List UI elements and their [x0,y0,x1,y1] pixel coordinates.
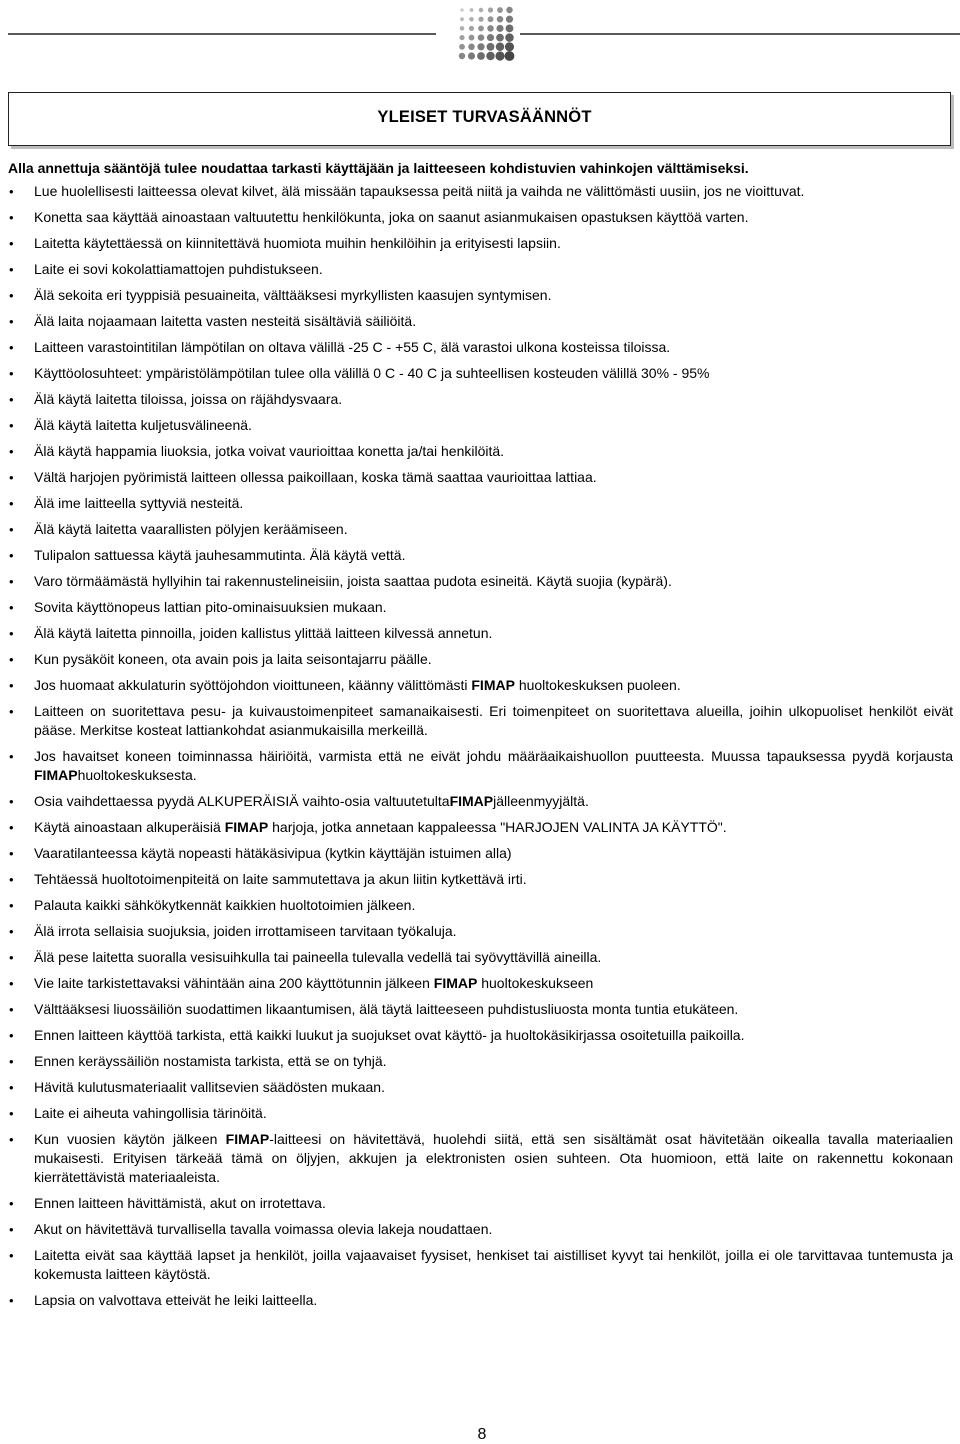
logo-dot [506,7,513,14]
logo-dot [478,17,483,22]
brand-name: FIMAP [224,819,269,835]
list-item [8,1194,953,1213]
rule-text: Älä käytä laitetta tiloissa, joissa on räjähdysvaara. [34,391,343,407]
list-item [8,702,953,740]
rule-text: huoltokeskuksesta. [77,767,197,783]
rule-text: huoltokeskukseen [477,975,594,991]
rule-text: Älä käytä happamia liuoksia, jotka voivat vaurioittaa konetta ja/tai henkilöitä. [34,443,505,459]
list-item [8,598,953,617]
list-item [8,974,953,993]
list-item [8,442,953,461]
rule-text: Älä laita nojaamaan laitetta vasten nesteitä sisältäviä säiliöitä. [34,313,417,329]
list-item [8,870,953,889]
list-item [8,260,953,279]
bullet-icon: • [9,626,14,641]
bullet-icon: • [9,794,14,809]
rule-text: Laitetta eivät saa käyttää lapset ja henkilöt, joilla vajaavaiset fyysiset, henkiset tai aistilliset kyvyt tai henkilöt, joilla ei ole tarvittavaa tuntemusta ja kokemusta laitteen käytöstä. [34,1247,953,1282]
logo-dot [477,52,485,60]
dotted-grid-logo-icon [456,5,516,61]
rule-text: jälleenmyyjältä. [493,793,589,809]
logo-dot [495,51,504,60]
list-item [8,416,953,435]
bullet-icon: • [9,749,14,764]
list-item [8,792,953,811]
bullet-icon: • [9,262,14,277]
logo-dot [506,24,514,32]
rule-text: Älä käytä laitetta kuljetusvälineenä. [34,417,252,433]
list-item [8,650,953,669]
rule-text: Konetta saa käyttää ainoastaan valtuutettu henkilökunta, joka on saanut asianmukaisen opastuksen käyttöä varten. [34,209,749,225]
rule-text: -laitteesi on hävitettävä, huolehdi siitä, että sen sisältämät osat hävitetään oikealla tavalla materiaalien mukaisesti. Erityisen tärkeää tämä on öljyjen, akkujen ja elektronisten osien suhteen. Ota huomioon, että laite on rakennettu kokonaan kierrätettävistä materiaaleista. [34,1131,954,1185]
rule-text: Varo törmäämästä hyllyihin tai rakennustelineisiin, joista saattaa pudota esineitä. Käytä suojia (kypärä). [34,573,672,589]
brand-name: FIMAP [225,1131,270,1147]
bullet-icon: • [9,522,14,537]
bullet-icon: • [9,1248,14,1263]
logo-dot [505,33,513,41]
list-item [8,1026,953,1045]
rule-text: Lue huolellisesti laitteessa olevat kilvet, älä missään tapauksessa peitä niitä ja vaihda ne välittömästi uusiin, jos ne vioittuvat. [34,183,805,199]
list-item [8,1130,953,1187]
rule-text: Kun pysäköit koneen, ota avain pois ja laita seisontajarru päälle. [34,651,432,667]
logo-dot [505,42,514,51]
logo-dot [459,53,466,60]
logo-dot [505,51,515,61]
bullet-icon: • [9,1080,14,1095]
list-item [8,624,953,643]
logo-dot [460,26,465,31]
bullet-icon: • [9,1196,14,1211]
logo-dot [488,16,494,22]
rule-text: Akut on hävitettävä turvallisella tavalla voimassa olevia lakeja noudattaen. [34,1221,493,1237]
rule-text: Laite ei aiheuta vahingollisia tärinöitä. [34,1105,267,1121]
rule-text: Älä ime laitteella syttyviä nesteitä. [34,495,244,511]
list-item [8,520,953,539]
bullet-icon: • [9,340,14,355]
bullet-icon: • [9,1106,14,1121]
bullet-icon: • [9,600,14,615]
rule-text: Hävitä kulutusmateriaalit vallitsevien säädösten mukaan. [34,1079,385,1095]
logo-dot [470,8,474,12]
list-item [8,364,953,383]
rule-text: Vaaratilanteessa käytä nopeasti hätäkäsivipua (kytkin käyttäjän istuimen alla) [34,845,512,861]
rule-text: Ennen keräyssäiliön nostamista tarkista, että se on tyhjä. [34,1053,387,1069]
rule-text: Vie laite tarkistettavaksi vähintään aina 200 käyttötunnin jälkeen [34,975,434,991]
bullet-icon: • [9,872,14,887]
logo-dot [459,35,464,40]
logo-dot [469,35,475,41]
logo-dot [487,25,494,32]
bullet-icon: • [9,846,14,861]
bullet-icon: • [9,1054,14,1069]
logo-dot [497,7,503,13]
rule-text: Käyttöolosuhteet: ympäristölämpötilan tulee olla välillä 0 C - 40 C ja suhteellisen kosteuden välillä 30% - 95% [34,365,710,381]
logo-dot [477,43,484,50]
list-item [8,546,953,565]
bullet-icon: • [9,314,14,329]
rule-text: Osia vaihdettaessa pyydä ALKUPERÄISIÄ vaihto-osia valtuutetulta [34,793,450,809]
logo-dot [506,16,513,23]
rule-text: Palauta kaikki sähkökytkennät kaikkien huoltotoimien jälkeen. [34,897,416,913]
bullet-icon: • [9,820,14,835]
rule-text: Älä käytä laitetta pinnoilla, joiden kallistus ylittää laitteen kilvessä annetun. [34,625,493,641]
list-item [8,948,953,967]
rule-text: Älä irrota sellaisia suojuksia, joiden irrottamiseen tarvitaan työkaluja. [34,923,457,939]
logo-dot [496,25,503,32]
rule-text: Laite ei sovi kokolattiamattojen puhdistukseen. [34,261,323,277]
list-item [8,572,953,591]
list-item [8,338,953,357]
logo-dot [459,44,465,50]
bullet-icon: • [9,470,14,485]
bullet-icon: • [9,548,14,563]
bullet-icon: • [9,1293,14,1308]
list-item [8,1291,953,1310]
bullet-icon: • [9,496,14,511]
safety-rules-list [8,175,953,1310]
list-item [8,1246,953,1284]
logo-dot [468,52,475,59]
bullet-icon: • [9,210,14,225]
rule-text: Lapsia on valvottava etteivät he leiki laitteella. [34,1292,318,1308]
rule-text: Ennen laitteen hävittämistä, akut on irrotettava. [34,1195,326,1211]
bullet-icon: • [9,288,14,303]
rule-text: Tehtäessä huoltotoimenpiteitä on laite sammutettava ja akun liitin kytkettävä irti. [34,871,527,887]
list-item [8,312,953,331]
brand-name: FIMAP [471,677,515,693]
bullet-icon: • [9,444,14,459]
rule-text: Laitteen varastointitilan lämpötilan on oltava välillä -25 C - +55 C, älä varastoi ulkona kosteissa tiloissa. [34,339,671,355]
bullet-icon: • [9,1132,14,1147]
list-item [8,747,953,785]
list-item [8,390,953,409]
rule-text: harjoja, jotka annetaan kappaleessa "HARJOJEN VALINTA JA KÄYTTÖ". [268,819,727,835]
rule-text: Jos havaitset koneen toiminnassa häiriöitä, varmista että ne eivät johdu määräaikaishuollon puutteesta. Muussa tapauksessa pyydä korjausta [34,748,953,764]
bullet-icon: • [9,366,14,381]
list-item [8,844,953,863]
logo-dot [460,8,463,11]
bullet-icon: • [9,704,14,719]
bullet-icon: • [9,898,14,913]
intro-text: Alla annettuja sääntöjä tulee noudattaa tarkasti käyttäjään ja laitteeseen kohdistuvien vahinkojen välttämiseksi. [8,160,749,176]
list-item [8,234,953,253]
list-item [8,468,953,487]
logo-dot [488,7,493,12]
rule-text: Välttääksesi liuossäiliön suodattimen likaantumisen, älä täytä laitteeseen puhdistusliuosta monta tuntia etukäteen. [34,1001,739,1017]
logo-dot [487,34,494,41]
bullet-icon: • [9,924,14,939]
title-box [8,92,951,146]
brand-name: FIMAP [34,767,78,783]
list-item [8,818,953,837]
rule-text: Laitetta käytettäessä on kiinnitettävä huomiota muihin henkilöihin ja erityisesti lapsiin. [34,235,561,251]
bullet-icon: • [9,236,14,251]
rule-text: huoltokeskuksen puoleen. [514,677,681,693]
header-rule-right [520,33,960,35]
list-item [8,896,953,915]
rule-text: Vältä harjojen pyörimistä laitteen ollessa paikoillaan, koska tämä saattaa vaurioittaa lattiaa. [34,469,597,485]
list-item [8,676,953,695]
bullet-icon: • [9,652,14,667]
rule-text: Älä käytä laitetta vaarallisten pölyjen keräämiseen. [34,521,348,537]
page-number: 8 [477,1426,487,1443]
bullet-icon: • [9,392,14,407]
logo-dot [479,8,484,13]
logo-dot [478,34,485,41]
bullet-icon: • [9,950,14,965]
list-item [8,1000,953,1019]
logo-dot [468,44,475,51]
bullet-icon: • [9,418,14,433]
rule-text: Käytä ainoastaan alkuperäisiä [34,819,225,835]
logo-dot [460,17,464,21]
bullet-icon: • [9,184,14,199]
brand-name: FIMAP [449,793,494,809]
header-rule-left [8,33,436,35]
bullet-icon: • [9,1002,14,1017]
list-item [8,208,953,227]
rule-text: Ennen laitteen käyttöä tarkista, että kaikki luukut ja suojukset ovat käyttö- ja huoltokäsikirjassa osoitetuilla paikoilla. [34,1027,745,1043]
rule-text: Älä pese laitetta suoralla vesisuihkulla tai paineella tulevalla vedellä tai syövyttävillä aineilla. [34,949,602,965]
logo-dot [469,26,474,31]
bullet-icon: • [9,1222,14,1237]
list-item [8,286,953,305]
list-item [8,1220,953,1239]
bullet-icon: • [9,678,14,693]
logo-dot [469,17,474,22]
rule-text: Laitteen on suoritettava pesu- ja kuivaustoimenpiteet samanaikaisesti. Eri toimenpiteet on suoritettava alueilla, joihin ulkopuoliset henkilöt eivät pääse. Merkitse kosteat lattiankohdat asianmukaisilla merkeillä. [34,703,953,738]
page-title: YLEISET TURVASÄÄNNÖT [377,108,592,126]
logo-dot [487,43,495,51]
list-item [8,1078,953,1097]
rule-text: Tulipalon sattuessa käytä jauhesammutinta. Älä käytä vettä. [34,547,406,563]
logo-dot [496,43,504,51]
bullet-icon: • [9,976,14,991]
logo-dot [496,34,504,42]
rule-text: Sovita käyttönopeus lattian pito-ominaisuuksien mukaan. [34,599,387,615]
list-item [8,1052,953,1071]
bullet-icon: • [9,1028,14,1043]
rule-text: Älä sekoita eri tyyppisiä pesuaineita, välttääksesi myrkyllisten kaasujen syntymisen. [34,287,552,303]
logo-dot [478,25,484,31]
list-item [8,494,953,513]
bullet-icon: • [9,574,14,589]
list-item [8,182,953,201]
brand-name: FIMAP [433,975,478,991]
logo-dot [497,16,504,23]
rule-text: Jos huomaat akkulaturin syöttöjohdon vioittuneen, käänny välittömästi [34,677,472,693]
rule-text: Kun vuosien käytön jälkeen [34,1131,226,1147]
list-item [8,922,953,941]
logo-dot [486,52,494,60]
list-item [8,1104,953,1123]
